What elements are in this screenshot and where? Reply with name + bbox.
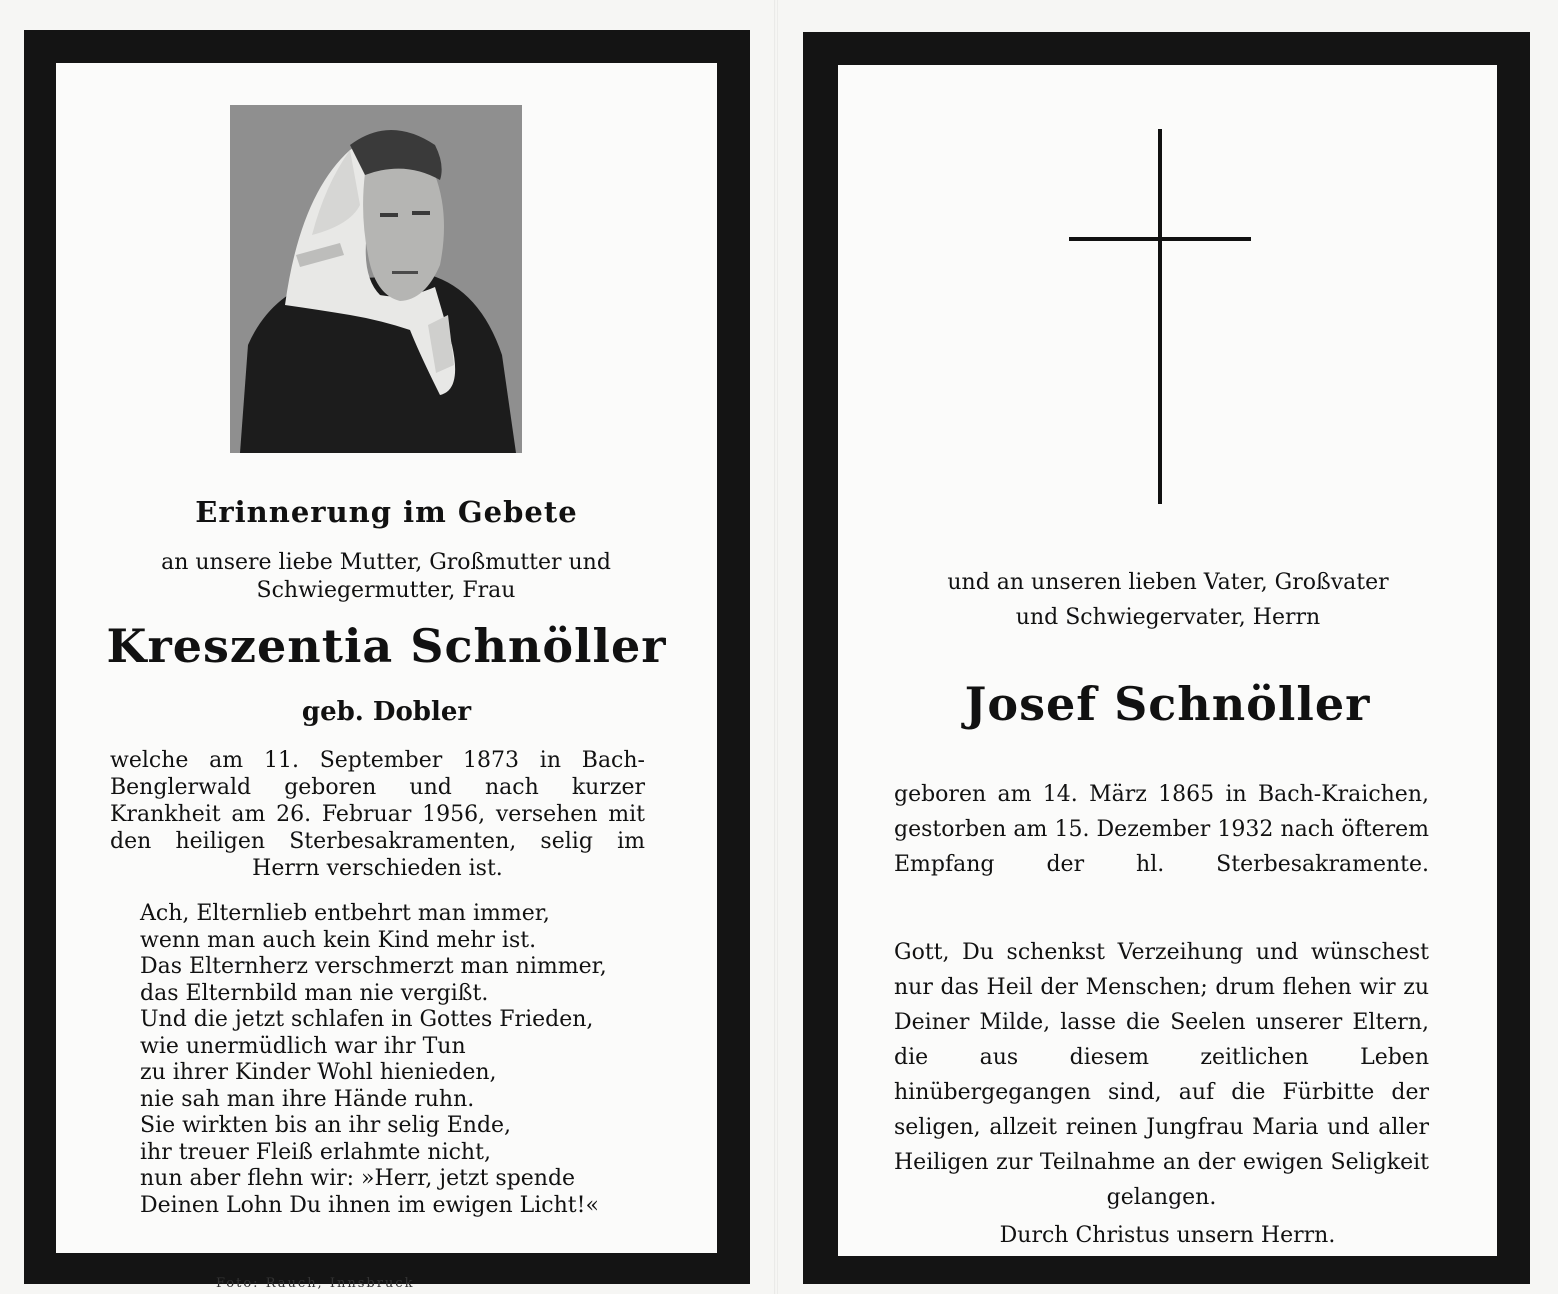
intro-father-line-2: und Schwiegervater, Herrn xyxy=(1015,605,1321,630)
left-card-panel xyxy=(56,63,717,1253)
prayer-closing: Durch Christus unsern Herrn. xyxy=(999,1223,1336,1248)
cross-vertical-bar xyxy=(1158,129,1162,504)
memorial-intro-father xyxy=(868,565,1468,635)
biography-mother: welche am 11. September 1873 in Bach-Benglerwald geboren und nach kurzer Krankheit am 26. Februar 1956, versehen mit den heiligen Sterbesakramenten, selig im Herrn verschieden ist. xyxy=(110,748,645,881)
deceased-name-father: Josef Schnöller xyxy=(964,677,1371,731)
cross-horizontal-bar xyxy=(1069,237,1251,241)
printer-credit: Foto: Rauch, Innsbruck xyxy=(216,1276,415,1291)
memorial-poem: Ach, Elternlieb entbehrt man immer, wenn man auch kein Kind mehr ist. Das Elternherz verschmerzt man nimmer, das Elternbild man nie vergißt. Und die jetzt schlafen in Gottes Frieden, wie unermüdlich war ihr Tun zu ihrer Kinder Wohl hienieden, nie sah man ihre Hände ruhn. Sie wirkten bis an ihr selig Ende, ihr treuer Fleiß erlahmte nicht, nun aber flehn wir: »Herr, jetzt spende Deinen Lohn Du ihnen im ewigen Licht!« xyxy=(140,901,607,1218)
memorial-intro: an unsere liebe Mutter, Großmutter und Schwiegermutter, Frau xyxy=(161,550,611,603)
deceased-name-mother: Kreszentia Schnöller xyxy=(106,619,667,673)
maiden-name: geb. Dobler xyxy=(301,697,472,727)
memorial-prayer: Gott, Du schenkst Verzeihung und wünschest nur das Heil der Menschen; drum flehen wir zu Deiner Milde, lasse die Seelen unserer Eltern, die aus diesem zeitlichen Leben hinübergegangen sind, auf die Fürbitte der seligen, allzeit reinen Jungfrau Maria und aller Heiligen zur Teilnahme an der ewigen Seligkeit gelangen. xyxy=(894,940,1429,1210)
portrait-photo xyxy=(230,105,522,453)
biography-father: geboren am 14. März 1865 in Bach-Kraichen, gestorben am 15. Dezember 1932 nach öfterem Empfang der hl. Sterbesakramente. xyxy=(894,782,1429,877)
memorial-title: Erinnerung im Gebete xyxy=(195,495,578,529)
left-card-border xyxy=(24,30,750,1284)
intro-father-line-1: und an unseren lieben Vater, Großvater xyxy=(947,570,1389,595)
card-fold xyxy=(774,0,778,1294)
right-card-border xyxy=(803,32,1530,1284)
right-card-panel xyxy=(838,65,1497,1256)
portrait-illustration xyxy=(230,105,522,453)
